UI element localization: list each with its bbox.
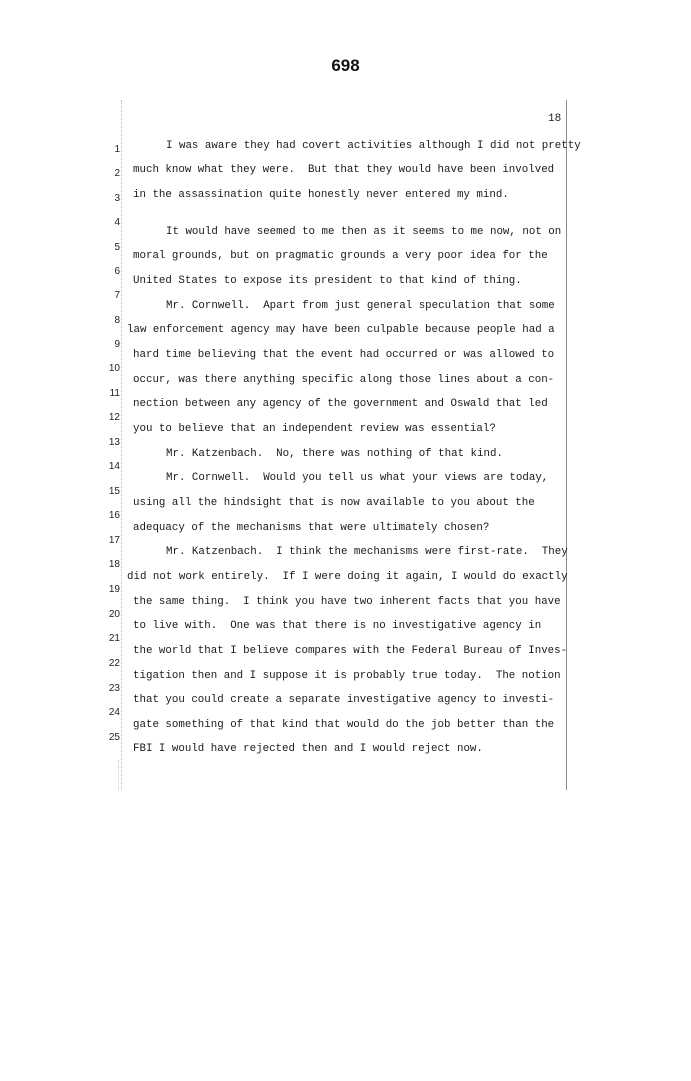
- transcript-line: I was aware they had covert activities although I did not pretty: [166, 140, 581, 152]
- line-number: 8: [114, 315, 120, 326]
- transcript-line: FBI I would have rejected then and I would reject now.: [133, 743, 483, 755]
- line-number: 16: [108, 510, 120, 521]
- transcript-line: moral grounds, but on pragmatic grounds a very poor idea for the: [133, 250, 548, 262]
- line-number: 20: [108, 609, 120, 620]
- transcript-line: the world that I believe compares with the Federal Bureau of Inves-: [133, 645, 568, 657]
- line-number: 2: [114, 168, 120, 179]
- line-number: 19: [108, 584, 120, 595]
- transcript-line: Mr. Katzenbach. I think the mechanisms were first-rate. They: [166, 546, 568, 558]
- line-number: 10: [108, 363, 120, 374]
- line-number: 11: [109, 388, 120, 399]
- line-number: 12: [108, 412, 120, 423]
- sheet-number: 18: [548, 113, 562, 125]
- line-number: 7: [114, 290, 120, 301]
- transcript-line: adequacy of the mechanisms that were ultimately chosen?: [133, 522, 490, 534]
- transcript-line: tigation then and I suppose it is probably true today. The notion: [133, 670, 561, 682]
- transcript-line: did not work entirely. If I were doing it again, I would do exactly: [127, 571, 568, 583]
- line-number: 1: [114, 144, 120, 155]
- line-number: 17: [108, 535, 120, 546]
- line-number: 18: [108, 559, 120, 570]
- transcript-line: in the assassination quite honestly never entered my mind.: [133, 189, 509, 201]
- line-number: 14: [108, 461, 120, 472]
- line-number: 21: [108, 633, 120, 644]
- line-number: 5: [114, 242, 120, 253]
- transcript-line: hard time believing that the event had occurred or was allowed to: [133, 349, 555, 361]
- transcript-line: to live with. One was that there is no investigative agency in: [133, 620, 542, 632]
- transcript-line: nection between any agency of the government and Oswald that led: [133, 398, 548, 410]
- line-number: 3: [114, 193, 120, 204]
- transcript-line: gate something of that kind that would do the job better than the: [133, 719, 555, 731]
- transcript-line: Mr. Katzenbach. No, there was nothing of that kind.: [166, 448, 503, 460]
- line-number: 22: [108, 658, 120, 669]
- line-number: 9: [114, 339, 120, 350]
- line-number: 4: [114, 217, 120, 228]
- transcript-line: Mr. Cornwell. Would you tell us what your views are today,: [166, 472, 549, 484]
- transcript-line: law enforcement agency may have been culpable because people had a: [127, 324, 555, 336]
- right-margin-rule: [566, 100, 567, 790]
- transcript-line: you to believe that an independent review was essential?: [133, 423, 496, 435]
- line-number: 6: [114, 266, 120, 277]
- transcript-line: occur, was there anything specific along those lines about a con-: [133, 374, 555, 386]
- transcript-line: using all the hindsight that is now available to you about the: [133, 497, 535, 509]
- transcript-line: United States to expose its president to that kind of thing.: [133, 275, 522, 287]
- page-number: 698: [331, 56, 360, 75]
- line-number: 24: [108, 707, 120, 718]
- transcript-line: the same thing. I think you have two inherent facts that you have: [133, 596, 561, 608]
- transcript-line: It would have seemed to me then as it seems to me now, not on: [166, 226, 562, 238]
- line-number: 25: [108, 732, 120, 743]
- transcript-line: Mr. Cornwell. Apart from just general speculation that some: [166, 300, 555, 312]
- left-margin-rule: [121, 100, 122, 790]
- line-number: 23: [108, 683, 120, 694]
- transcript-line: that you could create a separate investigative agency to investi-: [133, 694, 555, 706]
- left-margin-rule-lower: [118, 760, 119, 790]
- transcript-line: much know what they were. But that they would have been involved: [133, 164, 555, 176]
- line-number: 13: [108, 437, 120, 448]
- line-number: 15: [108, 486, 120, 497]
